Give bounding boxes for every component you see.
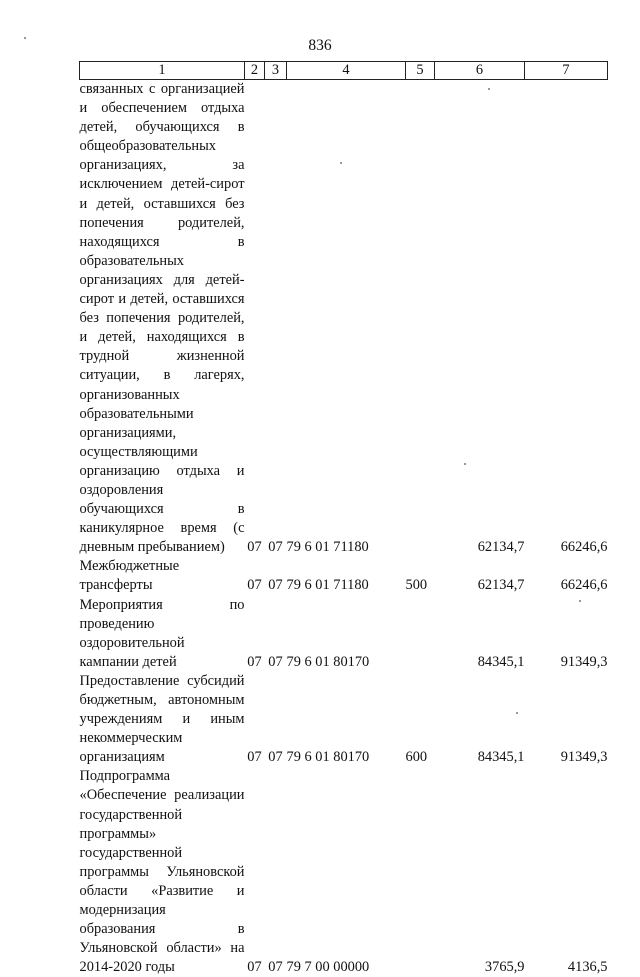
row-subsection: 07 [268, 539, 283, 556]
header-col-2: 2 [245, 62, 265, 80]
row-subsection: 07 [268, 749, 283, 766]
header-col-4: 4 [287, 62, 406, 80]
row-section: 07 [247, 539, 262, 556]
page-number: 836 [308, 37, 332, 54]
table-row [80, 767, 608, 977]
table-row [80, 672, 608, 767]
scan-speck [488, 88, 490, 90]
row-subsection: 07 [268, 959, 283, 976]
row-amount-2020: 91349,3 [560, 749, 608, 766]
row-amount-2020: 91349,3 [560, 653, 608, 670]
budget-table [79, 61, 608, 977]
row-item-code: 79 6 01 80170 [286, 749, 370, 766]
row-name: связанных с организацией и обеспечением отдыха детей, обучающихся в общеобразовательных организациях, за исключением детей-сирот и детей, оставшихся без попечения родителей, находящихся в образовательных организациях для детей-сирот и детей, оставшихся без попечения родителей, и детей, находящихся в трудной жизненной ситуации, в лагерях, организованных образовательными организациями, осуществляющими организацию отдыха и оздоровления обучающихся в каникулярное время (с дневным пребыванием) [79, 81, 245, 556]
row-amount-2020: 66246,6 [560, 539, 608, 556]
header-col-3: 3 [265, 62, 287, 80]
row-name: Подпрограмма «Обеспечение реализации государственной программы» государственной программы Ульяновской области «Развитие и модернизация образования в Ульяновской области» на 2014-2020 годы [79, 768, 245, 976]
table-row [80, 80, 608, 558]
scan-speck [579, 600, 581, 602]
header-col-6: 6 [435, 62, 525, 80]
scan-speck [24, 37, 26, 39]
row-name: Межбюджетные трансферты [79, 558, 180, 594]
table-row [80, 557, 608, 595]
row-item-code: 79 6 01 71180 [286, 577, 369, 594]
header-row [80, 62, 608, 80]
row-subsection: 07 [268, 653, 283, 670]
row-expense-type [406, 767, 435, 977]
row-amount-2019: 62134,7 [477, 539, 525, 556]
row-section: 07 [247, 653, 262, 670]
row-expense-type [406, 80, 435, 558]
row-amount-2020: 66246,6 [560, 577, 608, 594]
scan-speck [516, 712, 518, 714]
header-col-5: 5 [406, 62, 435, 80]
row-section: 07 [247, 959, 262, 976]
row-section: 07 [247, 577, 262, 594]
row-item-code: 79 6 01 80170 [286, 653, 370, 670]
scan-speck [340, 162, 342, 164]
row-amount-2019: 84345,1 [477, 749, 525, 766]
row-section: 07 [247, 749, 262, 766]
scan-speck [464, 463, 466, 465]
header-col-1: 1 [80, 62, 245, 80]
row-name: Предоставление субсидий бюджетным, автономным учреждениям и иным некоммерческим организациям [79, 672, 245, 766]
row-subsection: 07 [268, 577, 283, 594]
row-amount-2019: 3765,9 [484, 959, 525, 976]
row-expense-type [406, 596, 435, 672]
header-col-7: 7 [525, 62, 608, 80]
row-amount-2019: 62134,7 [477, 577, 525, 594]
row-name: Мероприятия по проведению оздоровительной кампании детей [79, 596, 245, 670]
row-item-code: 79 7 00 00000 [286, 959, 370, 976]
row-expense-type: 600 [405, 749, 428, 766]
row-expense-type: 500 [405, 577, 428, 594]
row-item-code: 79 6 01 71180 [286, 539, 369, 556]
table-row [80, 596, 608, 672]
row-amount-2019: 84345,1 [477, 653, 525, 670]
row-amount-2020: 4136,5 [567, 959, 608, 976]
